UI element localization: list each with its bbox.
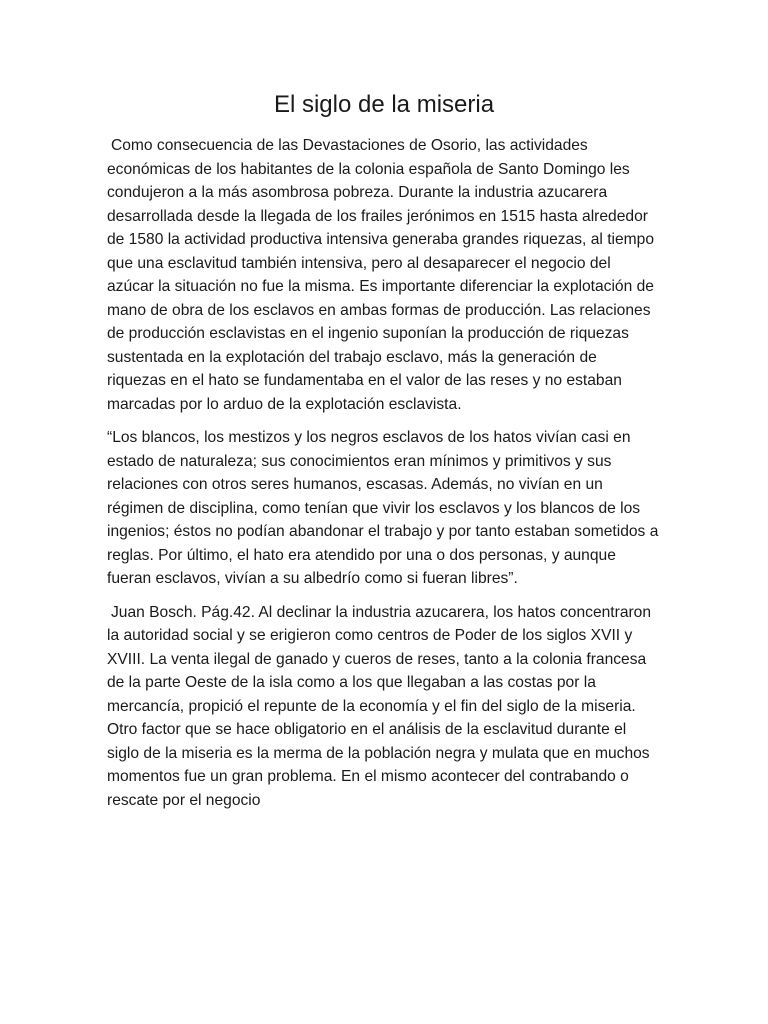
paragraph-2-quote: “Los blancos, los mestizos y los negros esclavos de los hatos vivían casi en estado de naturaleza; sus conocimientos eran mínimos y primitivos y sus relaciones con otros seres humanos, escasas. Además, no vivían en un régimen de disciplina, como tenían que vivir los esclavos y los blancos de los ingenios; éstos no podían abandonar el trabajo y por tanto estaban sometidos a reglas. Por último, el hato era atendido por una o dos personas, y aunque fueran esclavos, vivían a su albedrío como si fueran libres”. xyxy=(107,429,659,587)
document-body xyxy=(107,134,659,822)
paragraph-3: Juan Bosch. Pág.42. Al declinar la industria azucarera, los hatos concentraron la autoridad social y se erigieron como centros de Poder de los siglos XVII y XVIII. La venta ilegal de ganado y cueros de reses, tanto a la colonia francesa de la parte Oeste de la isla como a los que llegaban a las costas por la mercancía, propició el repunte de la economía y el fin del siglo de la miseria. Otro factor que se hace obligatorio en el análisis de la esclavitud durante el siglo de la miseria es la merma de la población negra y mulata que en muchos momentos fue un gran problema. En el mismo acontecer del contrabando o rescate por el negocio xyxy=(107,603,652,809)
paragraph-1: Como consecuencia de las Devastaciones de Osorio, las actividades económicas de los habitantes de la colonia española de Santo Domingo les condujeron a la más asombrosa pobreza. Durante la industria azucarera desarrollada desde la llegada de los frailes jerónimos en 1515 hasta alrededor de 1580 la actividad productiva intensiva generaba grandes riquezas, al tiempo que una esclavitud también intensiva, pero al desaparecer el negocio del azúcar la situación no fue la misma. Es importante diferenciar la explotación de mano de obra de los esclavos en ambas formas de producción. Las relaciones de producción esclavistas en el ingenio suponían la producción de riquezas sustentada en la explotación del trabajo esclavo, más la generación de riquezas en el hato se fundamentaba en el valor de las reses y no estaban marcadas por lo arduo de la explotación esclavista. xyxy=(107,137,654,413)
document-title: El siglo de la miseria xyxy=(273,91,495,118)
